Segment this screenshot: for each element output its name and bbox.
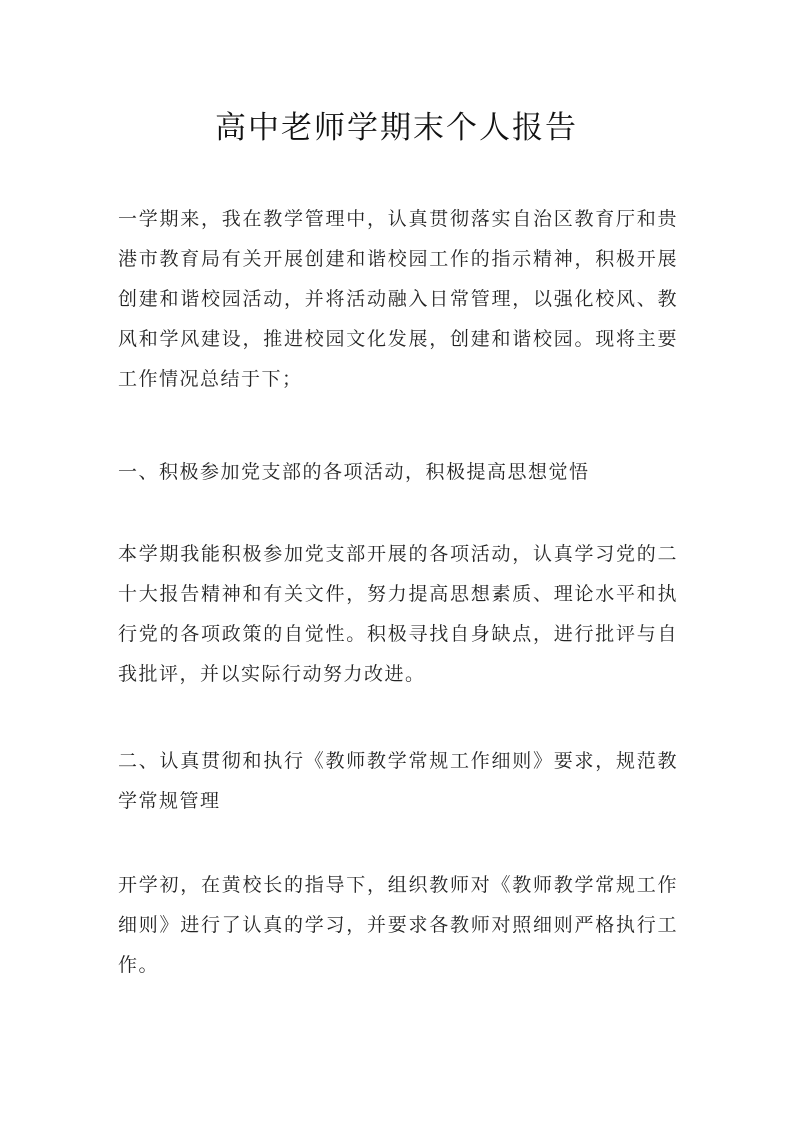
section-heading-2: 二、认真贯彻和执行《教师教学常规工作细则》要求，规范教学常规管理 <box>118 750 678 812</box>
section-paragraph-2: 开学初，在黄校长的指导下，组织教师对《教师教学常规工作细则》进行了认真的学习，并要求各教师对照细则严格执行工作。 <box>118 874 678 976</box>
intro-paragraph: 一学期来，我在教学管理中，认真贯彻落实自治区教育厅和贵港市教育局有关开展创建和谐校园工作的指示精神，积极开展创建和谐校园活动，并将活动融入日常管理，以强化校风、教风和学风建设，推进校园文化发展，创建和谐校园。现将主要工作情况总结于下； <box>118 208 678 390</box>
document-title: 高中老师学期末个人报告 <box>215 110 578 146</box>
section-paragraph-1: 本学期我能积极参加党支部开展的各项活动，认真学习党的二十大报告精神和有关文件，努力提高思想素质、理论水平和执行党的各项政策的自觉性。积极寻找自身缺点，进行批评与自我批评，并以实际行动努力改进。 <box>118 543 678 685</box>
section-heading-1: 一、积极参加党支部的各项活动，积极提高思想觉悟 <box>118 461 590 483</box>
